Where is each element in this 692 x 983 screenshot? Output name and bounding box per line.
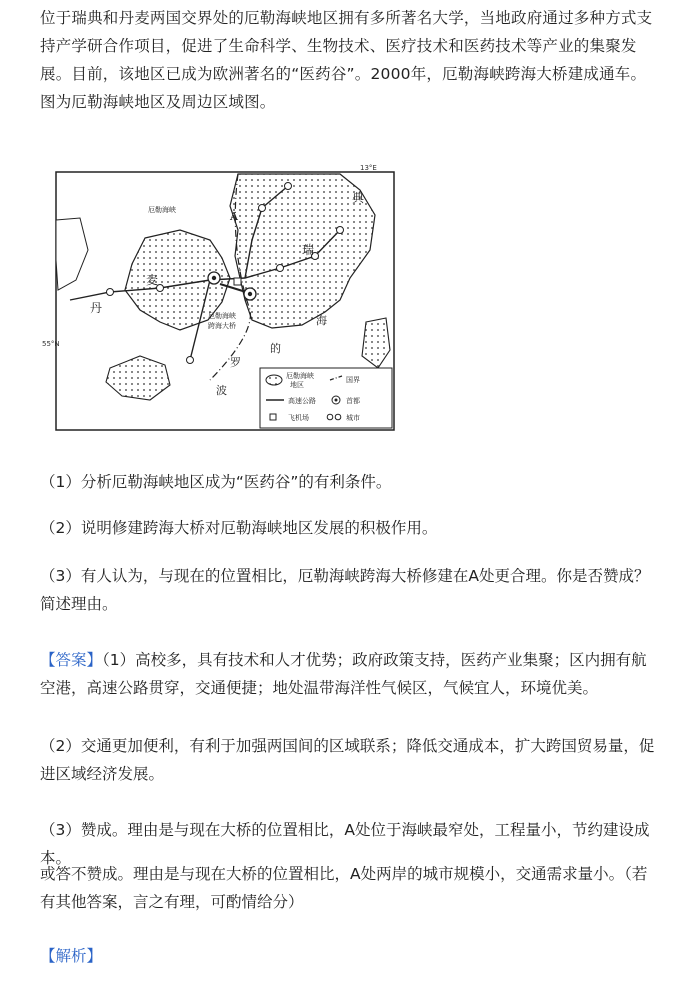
point-a-label: A <box>230 210 238 223</box>
strait-label: 厄勒海峡 <box>148 206 176 214</box>
answer-1: （1）高校多，具有技术和人才优势；政府政策支持，医药产业集聚；区内拥有航空港，高速公路贯穿，交通便捷；地处温带海洋性气候区，气候宜人，环境优美。 <box>40 651 647 697</box>
legend-city: 城市 <box>346 414 360 422</box>
bridge-label-line2: 跨海大桥 <box>208 322 236 330</box>
city-marker <box>187 357 194 364</box>
question-1: （1）分析厄勒海峡地区成为“医药谷”的有利条件。 <box>40 473 392 491</box>
map-legend <box>260 368 392 428</box>
city-marker <box>259 205 266 212</box>
answer-tag: 【答案】 <box>40 651 103 669</box>
latitude-label: 55°N <box>42 340 60 348</box>
sea-label-2: 的 <box>270 342 281 355</box>
question-2: （2）说明修建跨海大桥对厄勒海峡地区发展的积极作用。 <box>40 519 438 537</box>
city-marker <box>107 289 114 296</box>
city-marker <box>277 265 284 272</box>
legend-border: 国界 <box>346 376 360 384</box>
sweden-label-2: 瑞 <box>302 243 315 257</box>
legend-airport: 飞机场 <box>288 414 309 422</box>
intro-paragraph: 位于瑞典和丹麦两国交界处的厄勒海峡地区拥有多所著名大学，当地政府通过多种方式支持产学研合作项目，促进了生命科学、生物技术、医疗技术和医药技术等产业的集聚发展。目前，该地区已成为欧洲著名的“医药谷”。2000年，厄勒海峡跨海大桥建成通车。图为厄勒海峡地区及周边区域图。 <box>40 9 653 111</box>
answer-3: （3）赞成。理由是与现在大桥的位置相比，A处位于海峡最窄处，工程量小，节约建设成本。 <box>40 821 650 867</box>
answer-1-block <box>40 646 656 702</box>
city-malmo-marker <box>244 288 256 300</box>
sweden-label-1: 典 <box>352 191 365 205</box>
legend-highway: 高速公路 <box>288 397 316 405</box>
denmark-label-1: 麦 <box>146 273 159 287</box>
capital-copenhagen-marker <box>208 272 220 284</box>
legend-region-line1: 厄勒海峡 <box>286 372 314 380</box>
answer-2: （2）交通更加便利，有利于加强两国间的区域联系；降低交通成本，扩大跨国贸易量，促进区域经济发展。 <box>40 737 655 783</box>
legend-region-line2: 地区 <box>290 381 304 389</box>
longitude-label: 13°E <box>360 164 377 172</box>
sea-label-3: 罗 <box>230 356 241 369</box>
city-marker <box>285 183 292 190</box>
sea-label-4: 波 <box>216 384 227 397</box>
question-3: （3）有人认为，与现在的位置相比，厄勒海峡跨海大桥修建在A处更合理。你是否赞成？简述理由。 <box>40 567 650 613</box>
oresund-region-map <box>40 160 400 432</box>
denmark-label-2: 丹 <box>90 301 103 315</box>
sea-label-1: 海 <box>316 314 327 327</box>
city-marker <box>337 227 344 234</box>
bridge-label-line1: 厄勒海峡 <box>208 312 236 320</box>
answer-3-alt: 或答不赞成。理由是与现在大桥的位置相比，A处两岸的城市规模小，交通需求量小。（若有其他答案，言之有理，可酌情给分） <box>40 865 648 911</box>
analysis-tag: 【解析】 <box>40 947 103 965</box>
legend-capital: 首都 <box>346 397 360 405</box>
airport-marker <box>234 278 241 285</box>
